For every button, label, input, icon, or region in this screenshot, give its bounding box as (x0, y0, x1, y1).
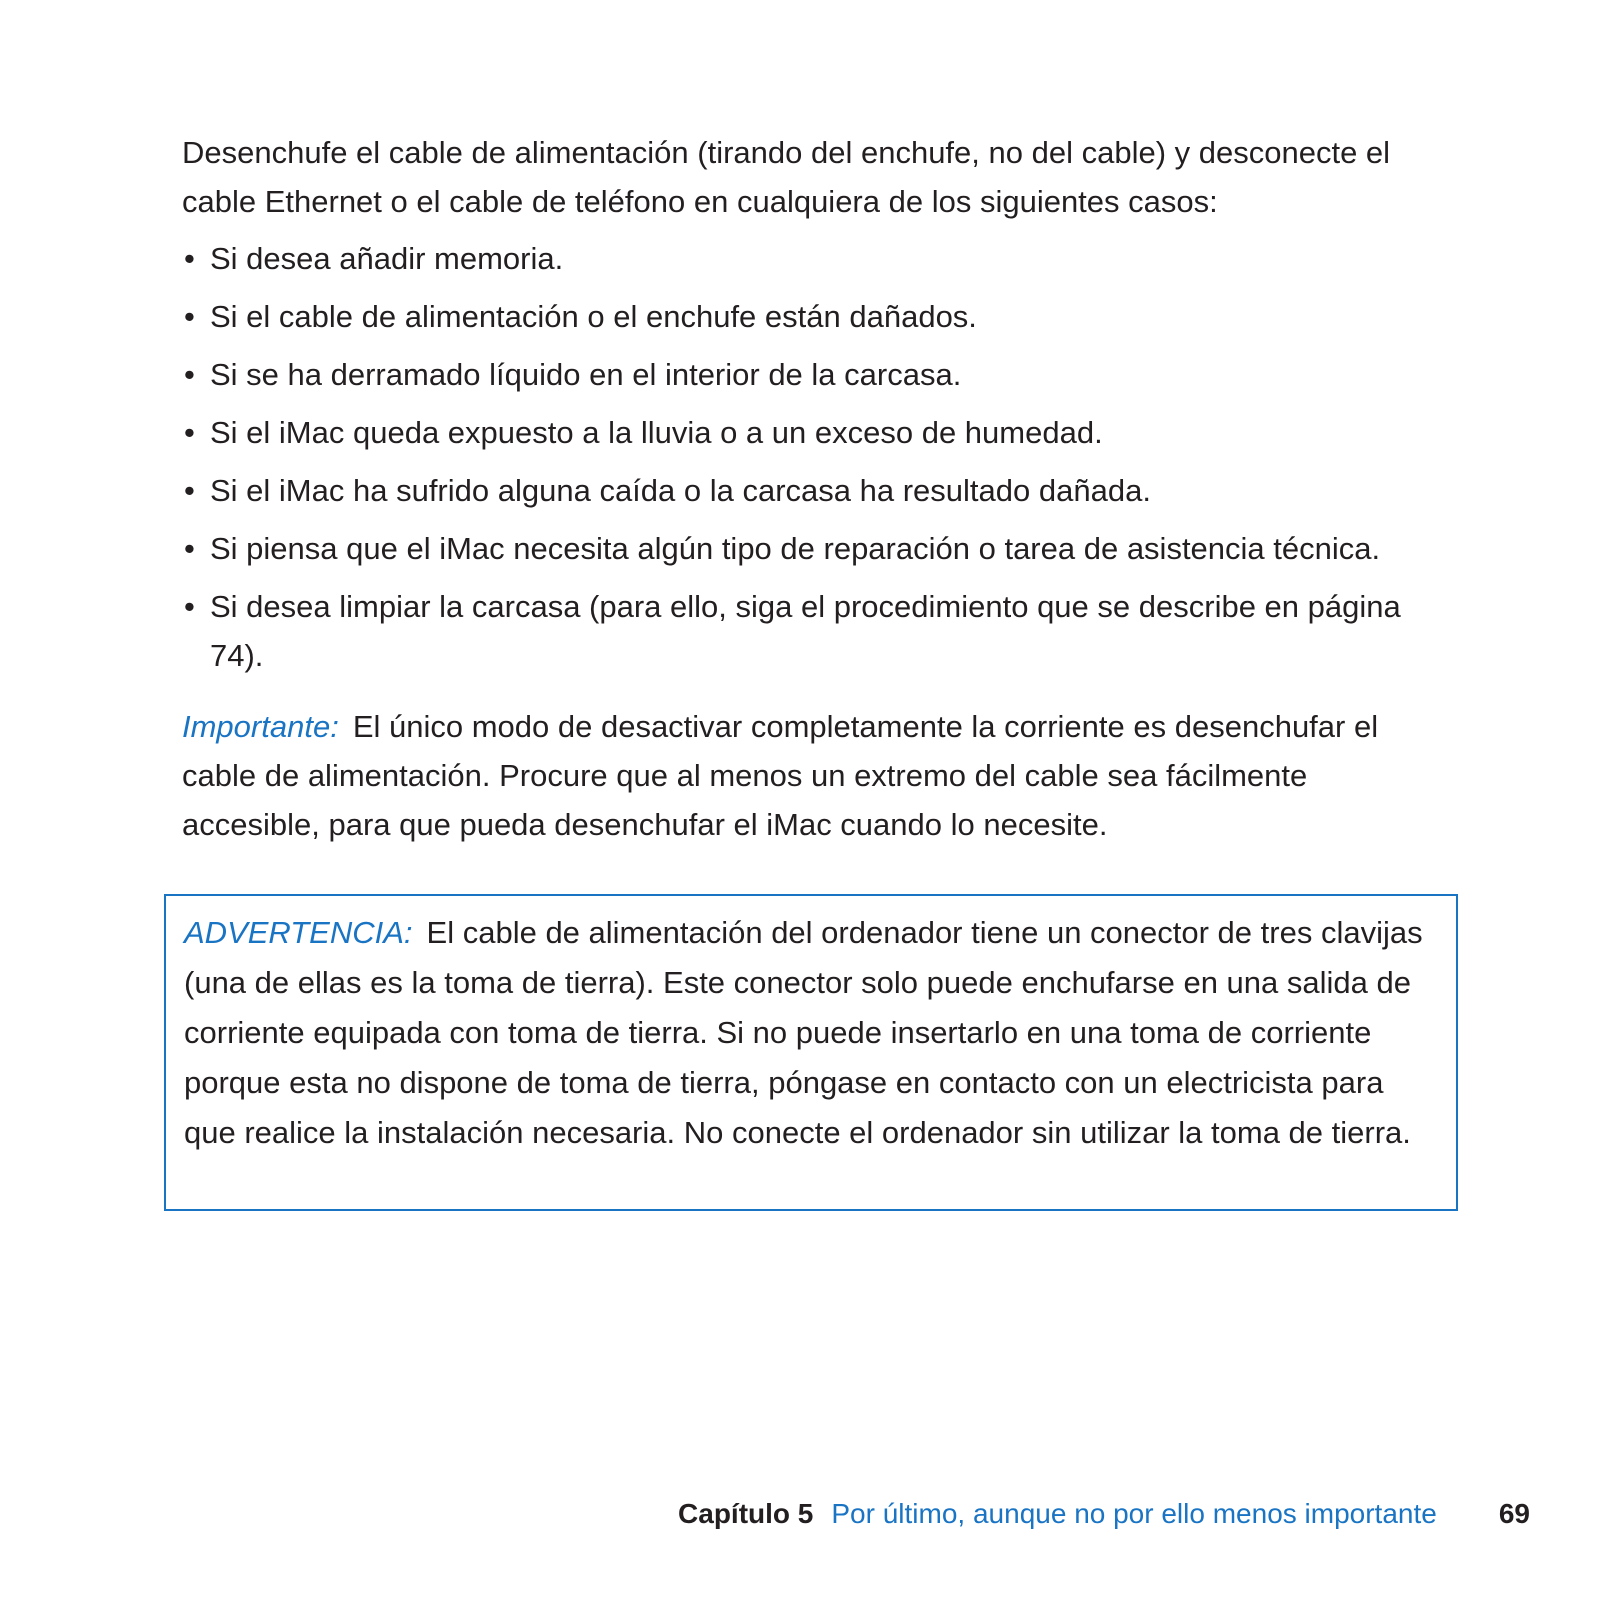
bullet-icon: • (184, 531, 195, 566)
warning-box (164, 894, 1458, 1211)
list-item-text: Si piensa que el iMac necesita algún tipo de reparación o tarea de asistencia técnica. (210, 531, 1381, 566)
bullet-icon: • (184, 473, 195, 508)
list-item (182, 408, 1452, 457)
list-item-text: Si el iMac ha sufrido alguna caída o la carcasa ha resultado dañada. (210, 473, 1151, 508)
warning-paragraph (184, 908, 1434, 1158)
list-item (182, 466, 1452, 515)
chapter-title: Por último, aunque no por ello menos importante (831, 1498, 1437, 1529)
main-content (182, 128, 1452, 849)
chapter-number: Capítulo 5 (678, 1498, 814, 1529)
page-number: 69 (1498, 1498, 1530, 1529)
list-item (182, 292, 1452, 341)
list-item-text: Si desea añadir memoria. (210, 241, 564, 276)
bullet-icon: • (184, 357, 195, 392)
warning-label: ADVERTENCIA: (184, 915, 413, 950)
case-list (182, 234, 1452, 680)
list-item (182, 234, 1452, 283)
list-item-text: Si el iMac queda expuesto a la lluvia o a un exceso de humedad. (210, 415, 1103, 450)
list-item-text: Si desea limpiar la carcasa (para ello, siga el procedimiento que se describe en página 74). (210, 589, 1401, 673)
list-item-text: Si el cable de alimentación o el enchufe están dañados. (210, 299, 977, 334)
bullet-icon: • (184, 415, 195, 450)
page-footer (678, 1494, 1530, 1534)
list-item (182, 524, 1452, 573)
important-text: El único modo de desactivar completamente la corriente es desenchufar el cable de alimentación. Procure que al menos un extremo del cable sea fácilmente accesible, para que pueda desenchufar el iMac cuando lo necesite. (182, 709, 1379, 842)
important-label: Importante: (182, 709, 339, 744)
important-note (182, 702, 1452, 849)
intro-paragraph: Desenchufe el cable de alimentación (tirando del enchufe, no del cable) y desconecte el cable Ethernet o el cable de teléfono en cualquiera de los siguientes casos: (182, 135, 1391, 219)
warning-text: El cable de alimentación del ordenador tiene un conector de tres clavijas (una de ellas es la toma de tierra). Este conector solo puede enchufarse en una salida de corriente equipada con toma de tierra. Si no puede insertarlo en una toma de corriente porque esta no dispone de toma de tierra, póngase en contacto con un electricista para que realice la instalación necesaria. No conecte el ordenador sin utilizar la toma de tierra. (184, 915, 1423, 1150)
bullet-icon: • (184, 241, 195, 276)
bullet-icon: • (184, 299, 195, 334)
bullet-icon: • (184, 589, 195, 624)
list-item (182, 350, 1452, 399)
list-item-text: Si se ha derramado líquido en el interior de la carcasa. (210, 357, 962, 392)
list-item (182, 582, 1452, 680)
